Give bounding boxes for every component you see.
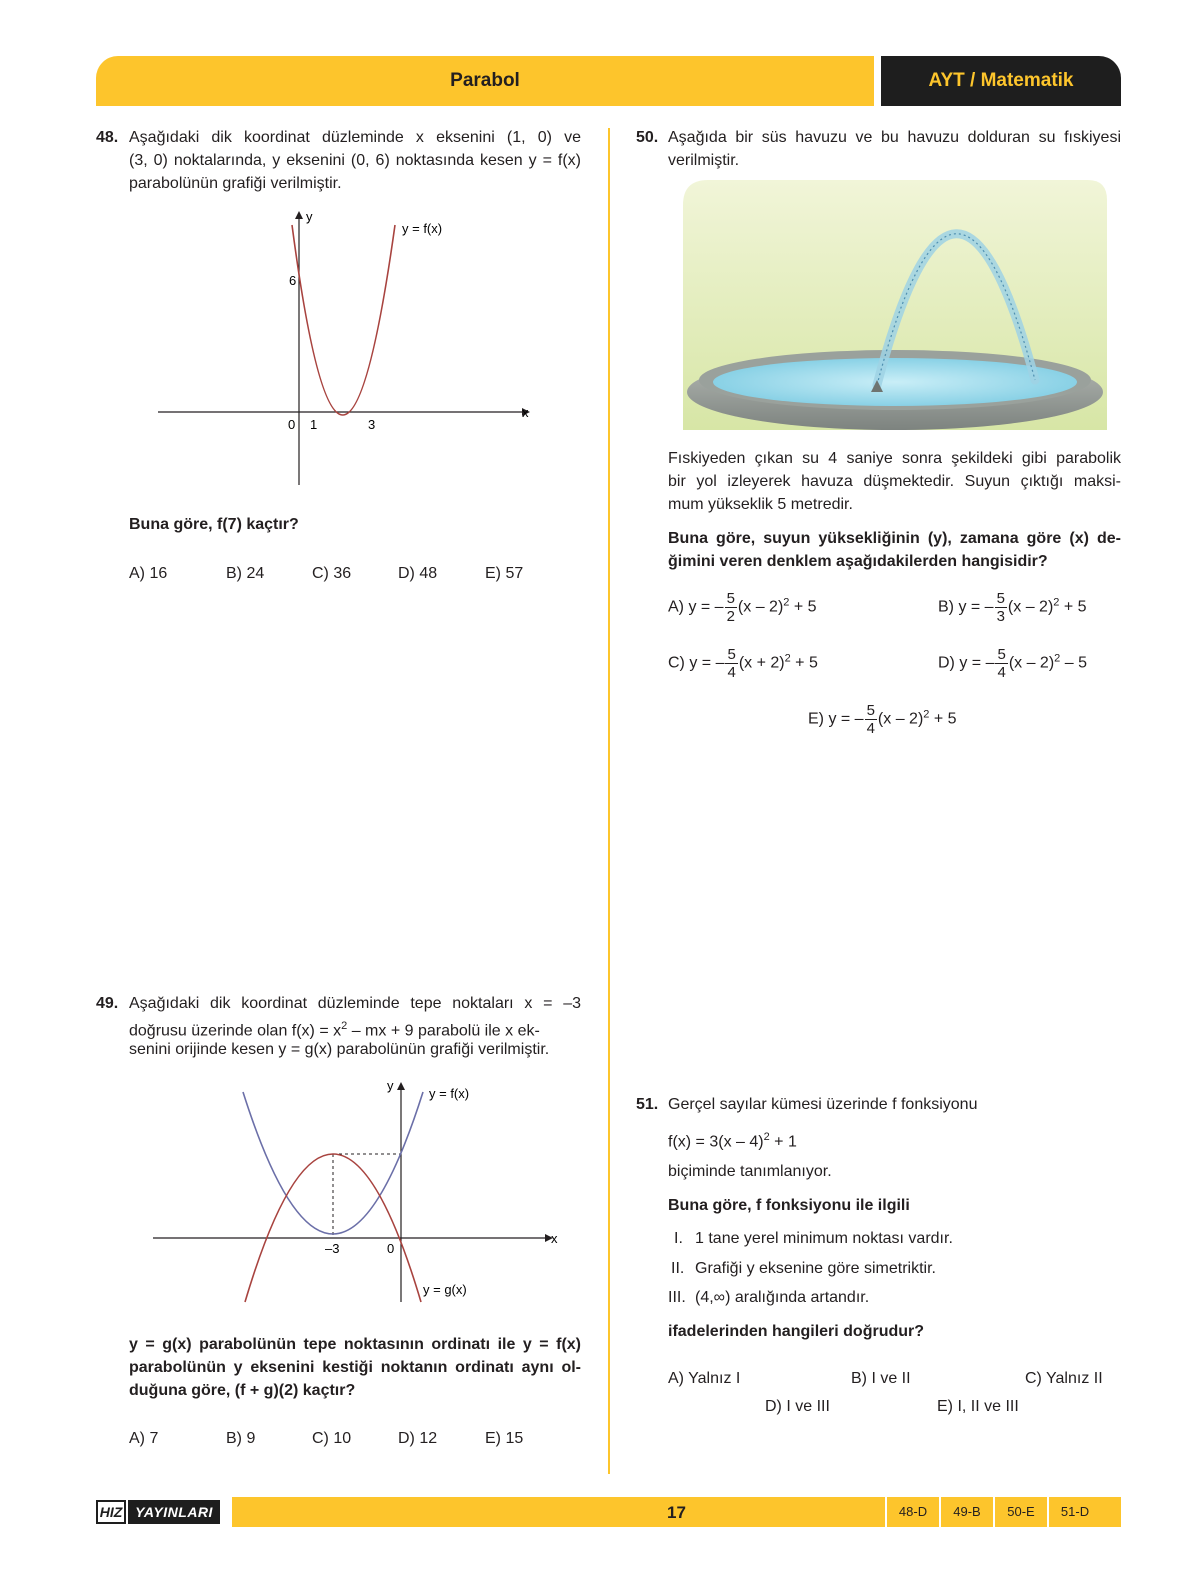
- q49-number: 49.: [96, 995, 119, 1012]
- q48-option-b[interactable]: B) 24: [226, 565, 265, 582]
- q48-x-label: x: [522, 405, 529, 420]
- q50-option-b-rest: (x – 2): [1007, 598, 1054, 616]
- q50-option-e-tail: + 5: [929, 710, 957, 728]
- q51-statement-2-text: Grafiği y eksenine göre simetriktir.: [695, 1260, 936, 1277]
- q50-option-c-den: 4: [727, 664, 736, 681]
- q50-option-c-num: 5: [727, 646, 736, 663]
- answer-key-50: 50-E: [993, 1497, 1047, 1527]
- q49-tick-0: 0: [387, 1241, 395, 1256]
- q49-option-c[interactable]: C) 10: [312, 1430, 352, 1447]
- q50-option-c-tail: + 5: [790, 654, 818, 672]
- q50-option-b-num: 5: [996, 590, 1005, 607]
- q50-option-d-den: 4: [997, 664, 1006, 681]
- q49-y-label: y: [387, 1078, 394, 1093]
- q51-option-a[interactable]: A) Yalnız I: [668, 1370, 741, 1387]
- q48-option-c[interactable]: C) 36: [312, 565, 352, 582]
- q49-option-e[interactable]: E) 15: [485, 1430, 524, 1447]
- answer-key-48: 48-D: [885, 1497, 939, 1527]
- q48-line-1: Aşağıdaki dik koordinat düzleminde x eksenini (1, 0) ve: [129, 129, 581, 146]
- q51-option-e[interactable]: E) I, II ve III: [937, 1398, 1019, 1415]
- q48-option-e[interactable]: E) 57: [485, 565, 524, 582]
- pool-water: [713, 358, 1077, 406]
- q51-statement-3-num: III.: [668, 1289, 686, 1306]
- q49-line-2-sup: 2: [341, 1020, 348, 1032]
- header-title: Parabol: [450, 70, 520, 91]
- q48-tick-1: 1: [310, 417, 318, 432]
- header-subject-bar: [881, 56, 1121, 106]
- q50-option-a-tail: + 5: [789, 598, 817, 616]
- q50-option-e-num: 5: [866, 702, 875, 719]
- q50-option-b-tail: + 5: [1059, 598, 1087, 616]
- q50-option-d-fraction: [995, 646, 1007, 681]
- q50-option-a-fraction: [725, 590, 737, 625]
- publisher-logo: [96, 1498, 220, 1526]
- q50-question-line-1: Buna göre, suyun yüksekliğinin (y), zamana göre (x) de-: [668, 530, 1121, 547]
- q50-desc-line-2: bir yol izleyerek havuza düşmektedir. Suyun çıktığı maksi-: [668, 473, 1121, 490]
- q51-statement-2-num: II.: [671, 1260, 685, 1277]
- q50-option-c-label: C) y = –: [668, 654, 725, 672]
- header-title-bar: [96, 56, 874, 106]
- q50-option-d-num: 5: [997, 646, 1006, 663]
- footer-bar: [232, 1497, 1121, 1527]
- q51-formula-a: f(x) = 3(x – 4): [668, 1133, 764, 1151]
- q49-option-a[interactable]: A) 7: [129, 1430, 159, 1447]
- q49-graph: [145, 1070, 570, 1310]
- q50-option-d[interactable]: [938, 646, 1087, 681]
- q50-option-c-exp: 2: [784, 652, 791, 665]
- q50-option-e-exp: 2: [923, 708, 930, 721]
- q51-option-d[interactable]: D) I ve III: [765, 1398, 830, 1415]
- q50-option-b-label: B) y = –: [938, 598, 994, 616]
- q49-option-b[interactable]: B) 9: [226, 1430, 256, 1447]
- q51-line-1: Gerçel sayılar kümesi üzerinde f fonksiyonu: [668, 1096, 978, 1113]
- q49-line-2-b: – mx + 9 parabolü ile x ek-: [347, 1022, 540, 1040]
- q50-option-a-label: A) y = –: [668, 598, 724, 616]
- answer-key-51: 51-D: [1047, 1497, 1101, 1527]
- q50-line-1: Aşağıda bir süs havuzu ve bu havuzu dolduran su fıskiyesi: [668, 129, 1121, 146]
- q49-g-label: y = g(x): [423, 1282, 467, 1297]
- q48-question: Buna göre, f(7) kaçtır?: [129, 516, 299, 533]
- q50-option-a[interactable]: [668, 590, 817, 625]
- q48-tick-6: 6: [289, 273, 297, 288]
- q51-question-2: ifadelerinden hangileri doğrudur?: [668, 1323, 925, 1340]
- q50-option-a-den: 2: [726, 608, 735, 625]
- q50-option-c-rest: (x + 2): [738, 654, 785, 672]
- q50-option-d-tail: – 5: [1060, 654, 1087, 672]
- q49-line-1: Aşağıdaki dik koordinat düzleminde tepe noktaları x = –3: [129, 995, 581, 1012]
- q51-question: Buna göre, f fonksiyonu ile ilgili: [668, 1197, 910, 1214]
- q51-line-3: biçiminde tanımlanıyor.: [668, 1163, 832, 1180]
- q50-option-a-exp: 2: [783, 596, 790, 609]
- q49-question-line-1: y = g(x) parabolünün tepe noktasının ordinatı ile y = f(x): [129, 1336, 581, 1353]
- q51-option-b[interactable]: B) I ve II: [851, 1370, 911, 1387]
- q48-tick-0: 0: [288, 417, 296, 432]
- q50-question-line-2: ğimini veren denklem aşağıdakilerden hangisidir?: [668, 553, 1048, 570]
- q49-line-3: senini orijinde kesen y = g(x) parabolünün grafiği verilmiştir.: [129, 1041, 550, 1058]
- q50-option-b-exp: 2: [1053, 596, 1060, 609]
- q51-statement-1-num: I.: [674, 1230, 683, 1247]
- fountain-illustration: [683, 180, 1107, 430]
- q51-number: 51.: [636, 1096, 659, 1113]
- q49-line-2-a: doğrusu üzerinde olan f(x) = x: [129, 1022, 342, 1040]
- q48-line-2: (3, 0) noktalarında, y eksenini (0, 6) noktasında kesen y = f(x): [129, 152, 581, 169]
- q50-option-d-rest: (x – 2): [1008, 654, 1055, 672]
- q48-y-label: y: [306, 209, 313, 224]
- logo-part-2: YAYINLARI: [128, 1500, 220, 1524]
- q49-option-d[interactable]: D) 12: [398, 1430, 438, 1447]
- header-subject: AYT / Matematik: [928, 70, 1074, 91]
- answer-key-49: 49-B: [939, 1497, 993, 1527]
- q51-statement-3-text: (4,∞) aralığında artandır.: [695, 1289, 870, 1306]
- q50-option-d-exp: 2: [1054, 652, 1061, 665]
- q48-func-label: y = f(x): [402, 221, 443, 236]
- q49-f-label: y = f(x): [429, 1086, 470, 1101]
- q50-option-a-num: 5: [726, 590, 735, 607]
- q50-option-e-fraction: [865, 702, 877, 737]
- q48-line-3: parabolünün grafiği verilmiştir.: [129, 175, 342, 192]
- q51-option-c[interactable]: C) Yalnız II: [1025, 1370, 1103, 1387]
- q50-option-c-fraction: [725, 646, 737, 681]
- q49-tick-minus3: –3: [325, 1241, 340, 1256]
- q50-option-d-label: D) y = –: [938, 654, 995, 672]
- q51-formula-sup: 2: [763, 1131, 770, 1143]
- q50-option-b-den: 3: [996, 608, 1005, 625]
- page-number: 17: [667, 1503, 686, 1522]
- q50-option-e-rest: (x – 2): [877, 710, 924, 728]
- column-divider: [608, 128, 610, 1474]
- q48-number: 48.: [96, 129, 119, 146]
- q49-question-line-2: parabolünün y eksenini kestiği noktanın ordinatı aynı ol-: [129, 1359, 581, 1376]
- q48-parabola: [292, 225, 395, 415]
- q50-option-e-den: 4: [866, 720, 875, 737]
- q48-tick-3: 3: [368, 417, 376, 432]
- q50-line-2: verilmiştir.: [668, 152, 740, 169]
- q50-desc-line-1: Fıskiyeden çıkan su 4 saniye sonra şekildeki gibi parabolik: [668, 450, 1121, 467]
- q50-option-c[interactable]: [668, 646, 818, 681]
- q49-x-label: x: [551, 1231, 558, 1246]
- logo-part-1: HIZ: [96, 1500, 126, 1524]
- q51-formula-b: + 1: [769, 1133, 797, 1151]
- q48-option-a[interactable]: A) 16: [129, 565, 168, 582]
- q48-graph: [150, 205, 540, 500]
- q50-option-b-fraction: [995, 590, 1007, 625]
- q51-statement-1-text: 1 tane yerel minimum noktası vardır.: [695, 1230, 953, 1247]
- q49-y-arrow-icon: [397, 1082, 405, 1090]
- q50-option-e-label: E) y = –: [808, 710, 864, 728]
- q51-formula: [668, 1126, 797, 1153]
- q50-option-b[interactable]: [938, 590, 1087, 625]
- q48-y-arrow-icon: [295, 211, 303, 219]
- q50-option-a-rest: (x – 2): [737, 598, 784, 616]
- q48-option-d[interactable]: D) 48: [398, 565, 438, 582]
- q50-number: 50.: [636, 129, 659, 146]
- q50-option-e[interactable]: [808, 702, 957, 737]
- q50-desc-line-3: mum yükseklik 5 metredir.: [668, 496, 853, 513]
- q49-question-line-3: duğuna göre, (f + g)(2) kaçtır?: [129, 1382, 356, 1399]
